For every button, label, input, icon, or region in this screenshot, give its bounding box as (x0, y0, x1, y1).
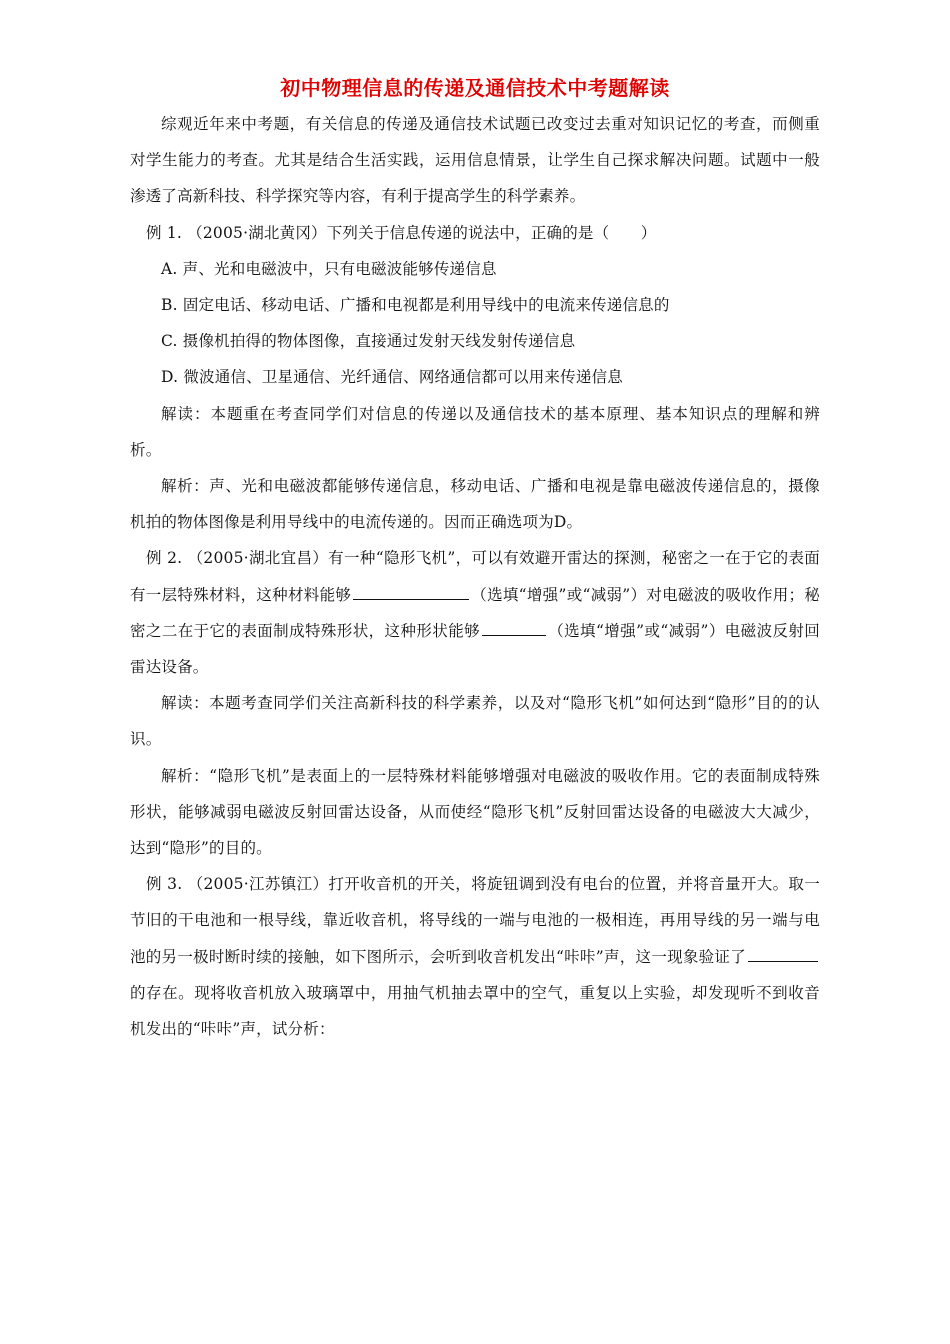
example-2-stem-part-c: （选填“增强”或“减弱”）电磁波反射回雷达设备。 (130, 621, 820, 677)
example-1-option-c: C. 摄像机拍得的物体图像，直接通过发射天线发射传递信息 (161, 332, 576, 351)
example-1-option-d: D. 微波通信、卫星通信、光纤通信、网络通信都可以用来传递信息 (161, 368, 623, 387)
answer-blank-3 (748, 945, 818, 962)
example-2-stem-part-a: 例 2. （2005·湖北宜昌）有一种“隐形飞机”，可以有效避开雷达的探测，秘密之一在于它的表面有一层特殊材料，这种材料能够 (130, 549, 820, 604)
example-1-stem: 例 1. （2005·湖北黄冈）下列关于信息传递的说法中，正确的是（ ） (146, 223, 657, 242)
example-2-jiedu: 解读：本题考查同学们关注高新科技的科学素养，以及对“隐形飞机”如何达到“隐形”目的的认识。 (130, 694, 820, 749)
example-2-jiexi: 解析：“隐形飞机”是表面上的一层特殊材料能够增强对电磁波的吸收作用。它的表面制成特殊形状，能够减弱电磁波反射回雷达设备，从而使经“隐形飞机”反射回雷达设备的电磁波大大减少，达到“隐形”的目的。 (130, 766, 820, 858)
example-1-jiedu: 解读：本题重在考查同学们对信息的传递以及通信技术的基本原理、基本知识点的理解和辨析。 (130, 404, 820, 459)
example-3-stem-part-a: 例 3. （2005·江苏镇江）打开收音机的开关，将旋钮调到没有电台的位置，并将音量开大。取一节旧的干电池和一根导线，靠近收音机，将导线的一端与电池的一极相连，再用导线的另一端与电池的另一极时断时续的接触，如下图所示，会听到收音机发出“咔咔”声，这一现象验证了 (130, 875, 820, 966)
example-3-stem-part-b: 的存在。现将收音机放入玻璃罩中，用抽气机抽去罩中的空气，重复以上实验，却发现听不到收音机发出的“咔咔”声，试分析： (130, 983, 820, 1039)
example-1-jiexi: 解析：声、光和电磁波都能够传递信息，移动电话、广播和电视是靠电磁波传递信息的，摄像机拍的物体图像是利用导线中的电流传递的。因而正确选项为D。 (130, 477, 820, 532)
example-3-stem (130, 866, 820, 1047)
intro-paragraph: 综观近年来中考题，有关信息的传递及通信技术试题已改变过去重对知识记忆的考查，而侧重对学生能力的考查。尤其是结合生活实践，运用信息情景，让学生自己探求解决问题。试题中一般渗透了高新科技、科学探究等内容，有利于提高学生的科学素养。 (130, 115, 820, 206)
example-1-option-b: B. 固定电话、移动电话、广播和电视都是利用导线中的电流来传递信息的 (161, 296, 670, 315)
answer-blank-1 (353, 583, 469, 600)
document-page (130, 74, 820, 1047)
answer-blank-2 (482, 619, 546, 636)
example-2-stem-part-b: （选填“增强”或“减弱”）对电磁波的吸收作用；秘密之二在于它的表面制成特殊形状，这种形状能够 (130, 585, 820, 640)
example-1-option-a: A. 声、光和电磁波中，只有电磁波能够传递信息 (161, 259, 497, 278)
example-2-stem (130, 540, 820, 685)
document-title: 初中物理信息的传递及通信技术中考题解读 (280, 76, 670, 100)
